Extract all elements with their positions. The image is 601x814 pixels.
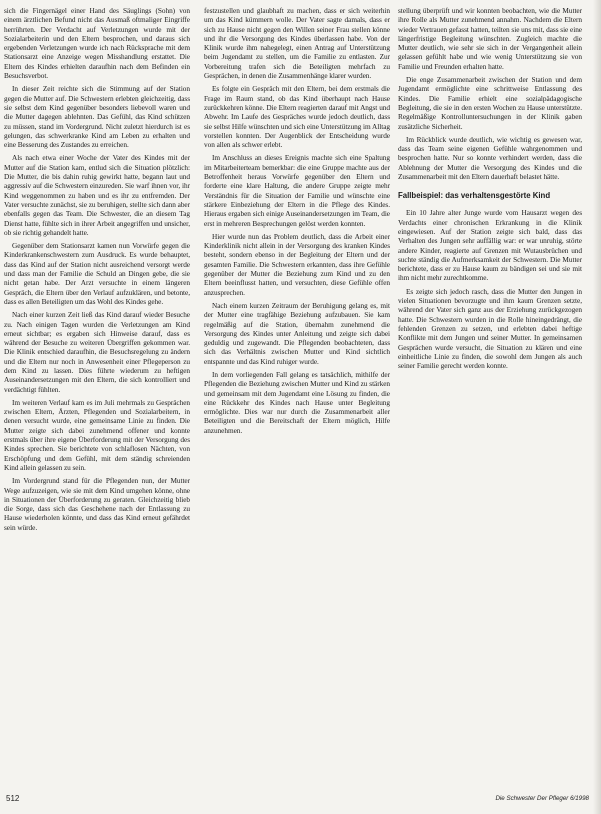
paragraph: Als nach etwa einer Woche der Vater des Kindes mit der Mutter auf die Station kam, entlud sich die Situation plötzlich: Die Mutter, die bis dahin ruhig gewirkt hatte, begann laut und aggressiv auf die Schwestern einzureden. Sie warf ihnen vor, ihr Kind weggenommen zu haben und es ihr zu entfremden. Der Vater versuchte zunächst, sie zu beruhigen, stellte sich dann aber ebenfalls gegen das Team. Die Schwester, die an diesem Tag Dienst hatte, fühlte sich in ihrer Arbeit angegriffen und unsicher, ob sie richtig gehandelt hatte. [4, 153, 190, 237]
paragraph: Nach einem kurzen Zeitraum der Beruhigung gelang es, mit der Mutter eine tragfähige Beziehung aufzubauen. Sie kam regelmäßig auf die Station, übernahm zunehmend die Versorgung des Kindes unter Anleitung und zeigte sich dabei geduldig und zugewandt. Die Pflegenden beobachteten, dass sich das Verhältnis zwischen Mutter und Kind sichtlich entspannte und das Kind ruhiger wurde. [204, 300, 390, 366]
journal-citation: Die Schwester Der Pfleger 6/1998 [495, 795, 589, 802]
paragraph: Im weiteren Verlauf kam es im Juli mehrmals zu Gesprächen zwischen Eltern, Ärzten, Pflegenden und Sozialarbeitern, in denen versucht wurde, eine gemeinsame Linie zu finden. Die Mutter zeigte sich dabei zunehmend offener und konnte erstmals über ihre eigene Überforderung mit der Versorgung des Kindes sprechen. Sie berichtete von schlaflosen Nächten, von Erschöpfung und dem Gefühl, mit dem ständig schreienden Kind allein gelassen zu sein. [4, 397, 190, 472]
paragraph: Im Anschluss an dieses Ereignis machte sich eine Spaltung im Mitarbeiterteam bemerkbar: die eine Gruppe machte aus der Betroffenheit heraus Vorwürfe gegenüber den Eltern und forderte eine klare Haltung, die andere Gruppe zeigte mehr Verständnis für die Situation der Familie und wünschte eine stärkere Einbeziehung der Eltern in die Pflege des Kindes. Hieraus ergaben sich einige Auseinandersetzungen im Team, die erst in mehreren Besprechungen gelöst werden konnten. [204, 153, 390, 228]
paragraph: Ein 10 Jahre alter Junge wurde vom Hausarzt wegen des Verdachts einer chronischen Erkrankung in die Klinik eingewiesen. Auf der Station zeigte sich bald, dass das Verhalten des Jungen sehr auffällig war: er war unruhig, störte andere Kinder, reagierte auf Grenzen mit Wutausbrüchen und suchte ständig die Aufmerksamkeit der Schwestern. Die Mutter berichtete, dass er zu Hause kaum zu bändigen sei und sie mit ihm nicht mehr zurechtkomme. [398, 208, 582, 283]
paragraph: Im Rückblick wurde deutlich, wie wichtig es gewesen war, dass das Team seine eigenen Gefühle wahrgenommen und besprochen hatte. Nur so konnte verhindert werden, dass die Ablehnung der Mutter die Versorgung des Kindes und die Zusammenarbeit mit den Eltern dauerhaft belastet hätte. [398, 134, 582, 182]
page-footer [0, 794, 601, 808]
paragraph: stellung überprüft und wir konnten beobachten, wie die Mutter ihre Rolle als Mutter zunehmend annahm. Nachdem die Eltern wieder Vertrauen gefasst hatten, teilten sie uns mit, dass sie eine längerfristige Begleitung wünschten. Zugleich machte die Mutter deutlich, wie sehr sie sich in der Vergangenheit allein gelassen gefühlt habe und wie wenig Unterstützung sie von Familie und Freunden erhalten hatte. [398, 6, 582, 71]
paragraph: Es zeigte sich jedoch rasch, dass die Mutter den Jungen in vielen Situationen bevorzugte und ihm kaum Grenzen setzte, während der Vater sich ganz aus der Erziehung zurückgezogen hatte. Die Schwestern wurden in die Rolle hineingedrängt, die fehlenden Grenzen zu setzen, und erlebten dabei heftige Konflikte mit dem Jungen und seiner Mutter. In gemeinsamen Gesprächen wurde versucht, die Situation zu klären und eine einheitliche Linie zu finden, die sowohl dem Jungen als auch seiner Familie gerecht werden konnte. [398, 286, 582, 371]
paragraph: In dem vorliegenden Fall gelang es tatsächlich, mithilfe der Pflegenden die Beziehung zwischen Mutter und Kind zu stärken und gemeinsam mit dem Jugendamt eine Lösung zu finden, die eine Rückkehr des Kindes nach Hause unter Begleitung ermöglichte. Dies war nur durch die Zusammenarbeit aller Beteiligten und die Bereitschaft der Eltern möglich, Hilfe anzunehmen. [204, 369, 390, 435]
paragraph: Nach einer kurzen Zeit ließ das Kind darauf wieder Besuche zu. Nach einigen Tagen wurden die Verletzungen am Kind erneut sichtbar; es ergaben sich Hinweise darauf, dass es während der Besuche zu weiteren Übergriffen gekommen war. Die Klinik entschied daraufhin, die Besuchsregelung zu ändern und die Eltern nur noch in Anwesenheit einer Pflegeperson zu dem Kind zu lassen. Dies führte wiederum zu heftigen Auseinandersetzungen mit den Eltern, die sich kontrolliert und verdächtigt fühlten. [4, 310, 190, 394]
page-edge-shadow [593, 0, 601, 814]
text-column-right [398, 6, 582, 786]
paragraph: Die enge Zusammenarbeit zwischen der Station und dem Jugendamt ermöglichte eine schrittweise Entlassung des Kindes. Die Familie erhielt eine sozialpädagogische Begleitung, die sie in den ersten Wochen zu Hause unterstützte. Regelmäßige Kontrolluntersuchungen in der Klinik gaben zusätzliche Sicherheit. [398, 75, 582, 131]
text-column-middle [204, 6, 390, 786]
paragraph: Gegenüber dem Stationsarzt kamen nun Vorwürfe gegen die Kinderkrankenschwestern zum Ausdruck. Es wurde behauptet, dass das Kind auf der Station nicht ausreichend versorgt werde und dass man der Familie die Schuld an Dingen gebe, die sie nicht getan habe. Der Arzt versuchte in einem längeren Gespräch, die Eltern über den Verlauf aufzuklären, und betonte, dass es allen Beteiligten um das Wohl des Kindes gehe. [4, 241, 190, 306]
paragraph: Hier wurde nun das Problem deutlich, dass die Arbeit einer Kinderklinik nicht allein in der Versorgung des kranken Kindes besteht, sondern ebenso in der Begleitung der Eltern und der gesamten Familie. Die Schwestern erkannten, dass ihre Gefühle gegenüber der Mutter die Beziehung zum Kind und zu den Eltern beeinflusst hatten, und versuchten, diese Gefühle offen anzusprechen. [204, 231, 390, 297]
text-column-left [4, 6, 190, 786]
paragraph: In dieser Zeit reichte sich die Stimmung auf der Station gegen die Mutter auf. Die Schwestern erlebten gleichzeitig, dass sie selbst dem Kind gegenüber besonders liebevoll waren und die Mutter dagegen ablehnten. Das Gefühl, das Kind schützen zu müssen, stand im Vordergrund. Nicht zuletzt hierdurch ist es gelungen, das schwerkranke Kind am Leben zu erhalten und eine Besserung des Zustandes zu erreichen. [4, 84, 190, 150]
paragraph: festzustellen und glaubhaft zu machen, dass er sich weiterhin um das Kind kümmern wolle. Der Vater sagte damals, dass er sich zu Hause nicht gegen den Willen seiner Frau stellen könne und ihr die Versorgung des Kindes überlassen habe. Von der Klinik wurde ihm nahegelegt, einen Antrag auf Unterstützung beim Jugendamt zu stellen, um die Familie zu entlasten. Zur Vorbereitung trafen sich die Beteiligten mehrfach zu Gesprächen, in denen die Zusammenhänge klarer wurden. [204, 6, 390, 81]
page-number: 512 [6, 794, 20, 803]
paragraph: sich die Fingernägel einer Hand des Säuglings (Sohn) von einem ärztlichen Befund nicht das Ausmaß oftmaliger Eingriffe herrührten. Der Verdacht auf Verletzungen wurde mit der Sozialarbeiterin und den Eltern besprochen, und daraus sich ergebenden Verletzungen wurde ich nach Rücksprache mit dem Stationsarzt eine Anzeige wegen Misshandlung erstattet. Die Eltern des Kindes erhielten daraufhin nach dem Befinden ein Besuchsverbot. [4, 6, 190, 81]
paragraph: Es folgte ein Gespräch mit den Eltern, bei dem erstmals die Frage im Raum stand, ob das Kind überhaupt nach Hause zurückkehren könne. Die Eltern reagierten darauf mit Angst und Abwehr. Im Laufe des Gespräches wurde jedoch deutlich, dass sie selbst Hilfe wünschten und sich eine Unterstützung im Alltag vorstellen konnten. Der Augenblick der Entscheidung wurde von allen als schwer erlebt. [204, 84, 390, 150]
section-heading: Fallbeispiel: das verhaltensgestörte Kind [398, 191, 551, 201]
paragraph: Im Vordergrund stand für die Pflegenden nun, der Mutter Wege aufzuzeigen, wie sie mit dem Kind umgehen könne, ohne in Situationen der Überforderung zu geraten. Gleichzeitig blieb die Sorge, dass sich das Geschehene nach der Entlassung zu Hause wiederholen könnte, und dass das Kind erneut gefährdet sein würde. [4, 476, 190, 532]
